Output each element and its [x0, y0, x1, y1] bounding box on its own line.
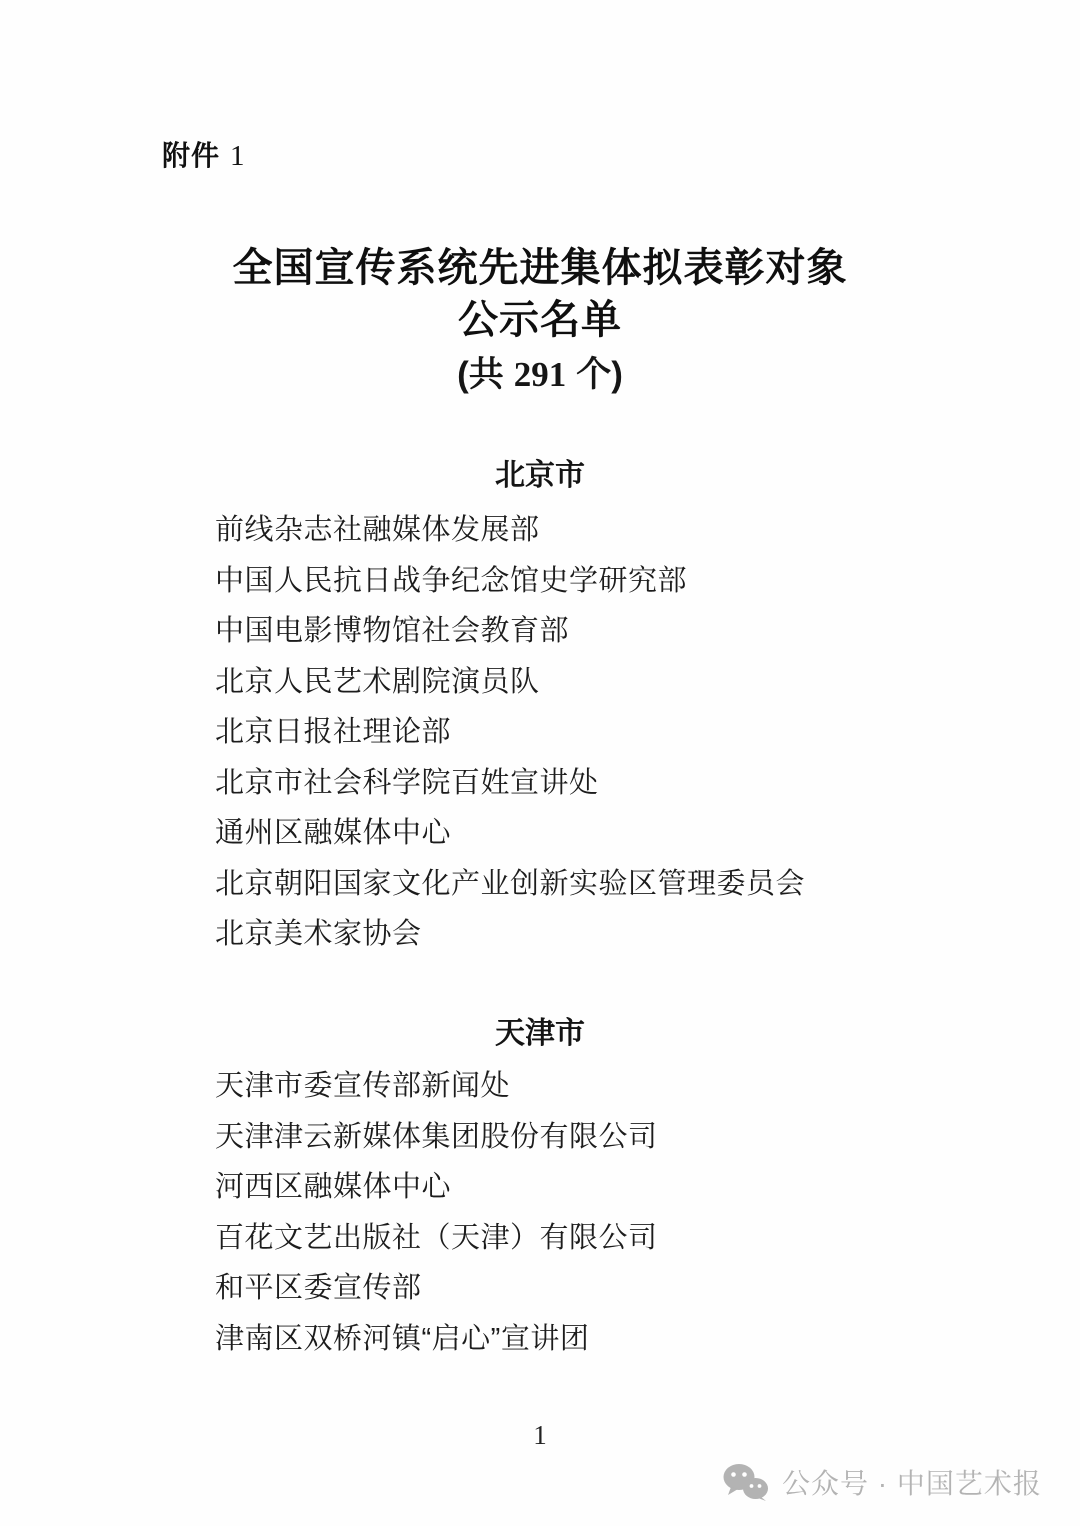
count-prefix: (共 [457, 355, 504, 394]
section-heading-tianjin: 天津市 [495, 1017, 585, 1050]
list-item: 和平区委宣传部 [215, 1272, 422, 1304]
count-suffix: 个) [576, 355, 623, 394]
title-line-2: 公示名单 [458, 298, 622, 342]
list-item: 北京美术家协会 [215, 918, 422, 950]
list-item: 北京日报社理论部 [215, 716, 452, 748]
attachment-number: 1 [230, 140, 246, 172]
attachment-label [162, 134, 246, 174]
list-item: 通州区融媒体中心 [215, 817, 452, 849]
section-list-beijing [215, 505, 1035, 960]
footer-watermark [722, 1462, 1042, 1502]
list-item: 北京人民艺术剧院演员队 [215, 665, 540, 698]
list-item: 天津津云新媒体集团股份有限公司 [215, 1120, 658, 1153]
list-item: 百花文艺出版社（天津）有限公司 [215, 1221, 658, 1254]
list-item: 津南区双桥河镇“启心”宣讲团 [215, 1322, 590, 1355]
document-title [0, 242, 1080, 398]
section-list-tianjin [215, 1061, 1035, 1364]
page-number: 1 [533, 1420, 547, 1450]
count-number: 291 [513, 355, 567, 394]
watermark-text: 公众号 · 中国艺术报 [782, 1468, 1042, 1499]
list-item: 中国人民抗日战争纪念馆史学研究部 [215, 564, 688, 597]
list-item: 河西区融媒体中心 [215, 1171, 452, 1203]
list-item: 北京朝阳国家文化产业创新实验区管理委员会 [215, 867, 806, 900]
list-item: 天津市委宣传部新闻处 [215, 1070, 511, 1102]
wechat-logo-icon [722, 1463, 770, 1501]
list-item: 前线杂志社融媒体发展部 [215, 514, 540, 546]
title-line-1: 全国宣传系统先进集体拟表彰对象 [232, 246, 848, 290]
list-item: 中国电影博物馆社会教育部 [215, 615, 570, 647]
count-line [0, 352, 1080, 398]
section-heading-beijing: 北京市 [495, 459, 585, 492]
list-item: 北京市社会科学院百姓宣讲处 [215, 766, 599, 799]
attachment-label-text: 附件 [162, 140, 221, 171]
